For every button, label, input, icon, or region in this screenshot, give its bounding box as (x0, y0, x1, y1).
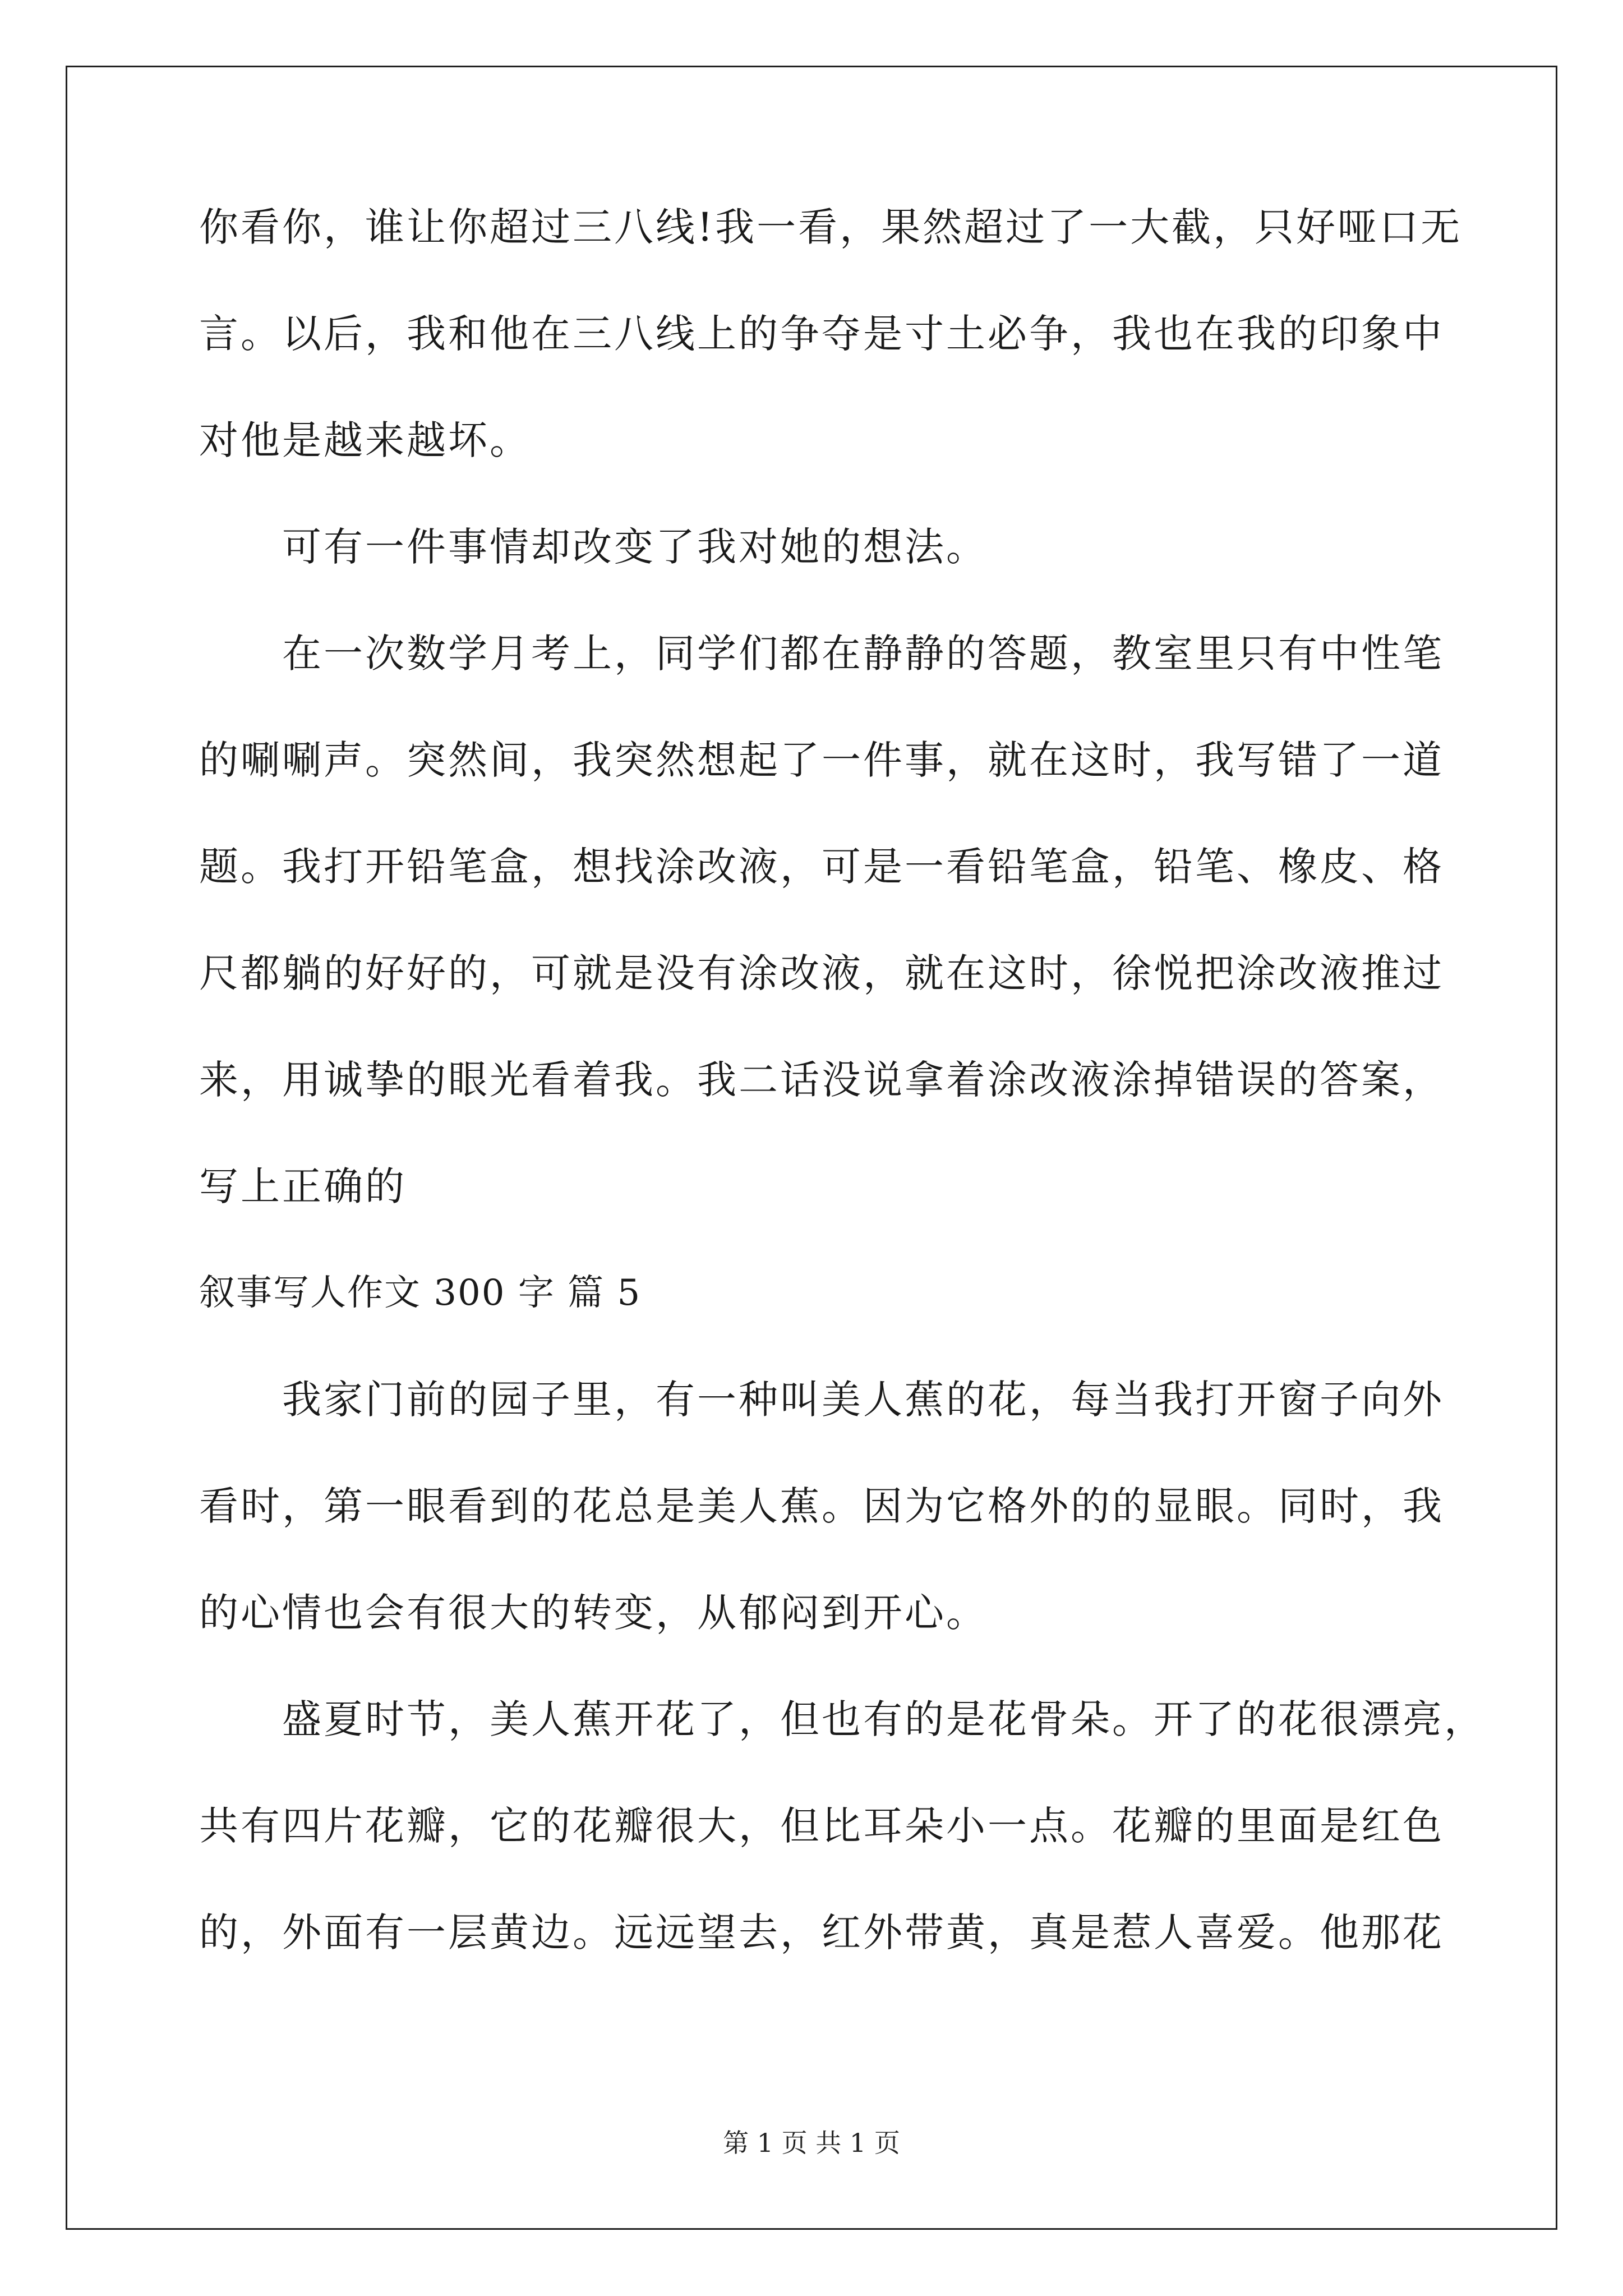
paragraph-line: 看时，第一眼看到的花总是美人蕉。因为它格外的的显眼。同时，我 (199, 1483, 1444, 1529)
paragraph-line: 写上正确的 (199, 1163, 407, 1209)
paragraph-line: 来，用诚挚的眼光看着我。我二话没说拿着涂改液涂掉错误的答案， (199, 1057, 1444, 1103)
paragraph-line: 在一次数学月考上，同学们都在静静的答题，教室里只有中性笔 (282, 631, 1444, 677)
paragraph-line: 我家门前的园子里，有一种叫美人蕉的花，每当我打开窗子向外 (282, 1377, 1444, 1423)
paragraph-line: 的唰唰声。突然间，我突然想起了一件事，就在这时，我写错了一道 (199, 737, 1444, 783)
paragraph-line: 的心情也会有很大的转变，从郁闷到开心。 (199, 1590, 988, 1636)
paragraph-line: 你看你，谁让你超过三八线!我一看，果然超过了一大截，只好哑口无 (199, 204, 1463, 250)
page-footer: 第 1 页 共 1 页 (723, 2128, 900, 2158)
paragraph-line: 言。以后，我和他在三八线上的争夺是寸土必争，我也在我的印象中 (199, 311, 1444, 357)
section-heading: 叙事写人作文 300 字 篇 5 (199, 1272, 642, 1314)
paragraph-line: 尺都躺的好好的，可就是没有涂改液，就在这时，徐悦把涂改液推过 (199, 950, 1444, 996)
paragraph-line: 题。我打开铅笔盒，想找涂改液，可是一看铅笔盒，铅笔、橡皮、格 (199, 844, 1444, 890)
paragraph-line: 的，外面有一层黄边。远远望去，红外带黄，真是惹人喜爱。他那花 (199, 1910, 1444, 1955)
paragraph-line: 盛夏时节，美人蕉开花了，但也有的是花骨朵。开了的花很漂亮， (282, 1696, 1486, 1742)
paragraph-line: 共有四片花瓣，它的花瓣很大，但比耳朵小一点。花瓣的里面是红色 (199, 1803, 1444, 1849)
paragraph-line: 可有一件事情却改变了我对她的想法。 (282, 524, 988, 570)
paragraph-line: 对他是越来越坏。 (199, 417, 531, 463)
